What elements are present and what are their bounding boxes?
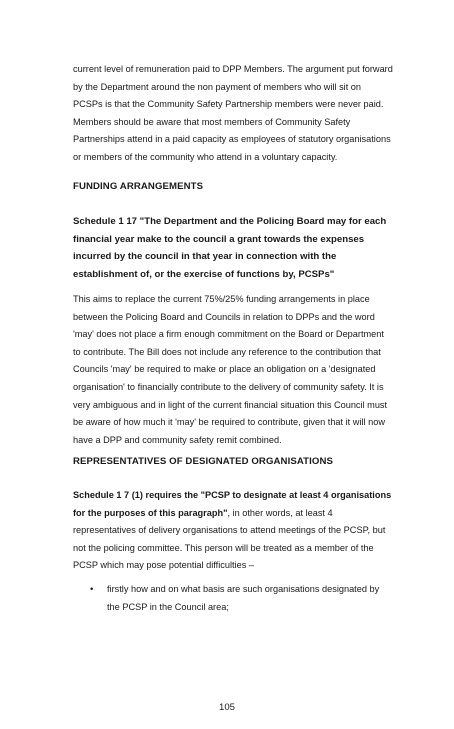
intro-paragraph-text: current level of remuneration paid to DPP Members. The argument put forward by the Department around the non payment of members who will sit on PCSPs is that the Community Safety Partnership members were never paid. Members should be aware that most members of Community Safety Partnerships attend in a paid capacity as employees of statutory organisations or members of the community who attend in a voluntary capacity. <box>73 64 393 162</box>
funding-paragraph <box>73 291 393 449</box>
representatives-heading-block <box>73 453 393 471</box>
schedule-1-7-rest: , in other words, at least 4 representatives of delivery organisations to attend meetings of the PCSP, but not the policing committee. This person will be treated as a member of the PCSP which may pose potential difficulties – <box>73 507 386 571</box>
representatives-heading: REPRESENTATIVES OF DESIGNATED ORGANISATIONS <box>73 456 333 467</box>
schedule-1-7-prefix: Schedule 1 7 (1) requires the <box>73 490 201 500</box>
bullet-dot-icon: • <box>90 584 94 595</box>
page-number: 105 <box>218 702 235 713</box>
schedule-1-7-quote: "PCSP to designate at least 4 organisations for the purposes of this paragraph" <box>73 490 392 518</box>
schedule-1-7-paragraph <box>73 487 393 575</box>
schedule-1-17-text: Schedule 1 17 "The Department and the Policing Board may for each financial year make to the council a grant towards the expenses incurred by the council in that year in connection with the establishment of, or the exercise of functions by, PCSPs" <box>73 216 387 280</box>
bullet-text: firstly how and on what basis are such organisations designated by the PCSP in the Council area; <box>107 584 380 612</box>
funding-paragraph-text: This aims to replace the current 75%/25% funding arrangements in place between the Policing Board and Councils in relation to DPPs and the word 'may' does not place a firm enough commitment on the Board or Department to contribute. The Bill does not include any reference to the contribution that Councils 'may' be required to make or place an obligation on a 'designated organisation' to financially contribute to the delivery of community safety. It is very ambiguous and in light of the current financial situation this Council must be aware of how much it 'may' be required to contribute, given that it will now have a DPP and community safety remit combined. <box>73 294 388 445</box>
funding-heading-block <box>73 178 393 196</box>
schedule-1-7-block <box>73 487 393 575</box>
funding-arrangements-heading: FUNDING ARRANGEMENTS <box>73 181 204 192</box>
schedule-1-17-block <box>73 213 393 283</box>
intro-paragraph <box>73 61 393 167</box>
